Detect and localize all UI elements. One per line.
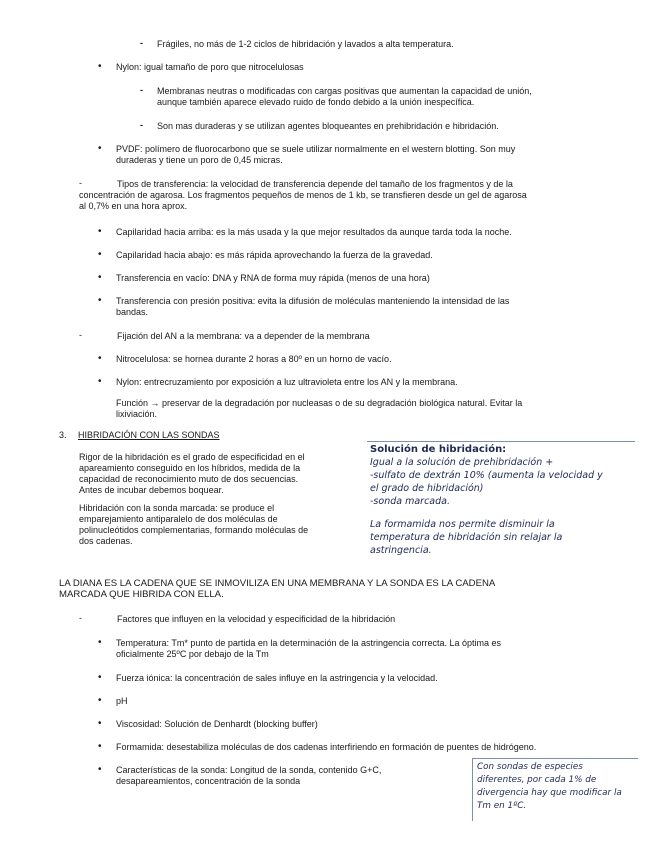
- bullet-marker: •: [98, 353, 102, 364]
- text-line: lixiviación.: [116, 409, 158, 419]
- text-line: bandas.: [116, 307, 149, 317]
- handwritten-note-probes: [472, 758, 638, 821]
- dash-marker: -: [140, 85, 143, 95]
- bullet-marker: •: [98, 672, 102, 683]
- text-line: Capilaridad hacia arriba: es la más usada y la que mejor resultados da aunque tarda toda la noche.: [116, 227, 512, 237]
- text-line: PVDF: polímero de fluorocarbono que se suele utilizar normalmente en el western blotting. Son muy: [116, 144, 516, 154]
- text-line: aunque también aparece elevado ruido de fondo debido a la unión inespecífica.: [157, 97, 475, 107]
- bullet-marker: •: [98, 376, 102, 387]
- text-line: emparejamiento antiparalelo de dos moléculas de: [79, 514, 278, 524]
- text-line: pH: [116, 696, 128, 706]
- text-line: Rigor de la hibridación es el grado de especificidad en el: [79, 452, 305, 462]
- hyphen-marker: -: [79, 178, 82, 188]
- note-line: Igual a la solución de prehibridación +: [370, 457, 554, 468]
- dash-marker: -: [140, 38, 143, 48]
- text-line: Fuerza iónica: la concentración de sales influye en la astringencia y la velocidad.: [116, 673, 438, 683]
- section-number: 3.: [59, 430, 67, 440]
- text-line: oficialmente 25ºC por debajo de la Tm: [116, 649, 269, 659]
- text-line: capacidad de reconocimiento muto de dos secuencias.: [79, 474, 299, 484]
- caps-statement: LA DIANA ES LA CADENA QUE SE INMOVILIZA EN UNA MEMBRANA Y LA SONDA ES LA CADENA: [59, 578, 496, 589]
- text-line: Transferencia en vacío: DNA y RNA de forma muy rápida (menos de una hora): [116, 273, 430, 283]
- text-line: Nitrocelulosa: se hornea durante 2 horas a 80º en un horno de vacío.: [116, 354, 392, 364]
- text-line: Antes de incubar debemos boquear.: [79, 485, 224, 495]
- note-title: Solución de hibridación:: [370, 444, 507, 455]
- text-line: dos cadenas.: [79, 536, 133, 546]
- text-line: desapareamientos, concentración de la sonda: [116, 776, 301, 786]
- text-line: Hibridación con la sonda marcada: se produce el: [79, 503, 275, 513]
- bullet-marker: •: [98, 272, 102, 283]
- text-line: Transferencia con presión positiva: evita la difusión de moléculas manteniendo la intensidad de las: [116, 296, 510, 306]
- caps-statement: MARCADA QUE HIBRIDA CON ELLA.: [59, 589, 224, 600]
- note-line: Con sondas de especies: [477, 762, 583, 772]
- text-line: concentración de agarosa. Los fragmentos pequeños de menos de 1 kb, se transfieren desde un gel de agarosa: [79, 190, 527, 200]
- note-line: -sonda marcada.: [370, 496, 450, 507]
- bullet-marker: •: [98, 295, 102, 306]
- text-line: apareamiento conseguido en los híbridos, medida de la: [79, 463, 301, 473]
- text-line: Función → preservar de la degradación por nucleasas o de su degradación biológica natural. Evitar la: [116, 398, 523, 408]
- text-line: Tipos de transferencia: la velocidad de transferencia depende del tamaño de los fragmentos y de la: [117, 179, 513, 189]
- text-line: Membranas neutras o modificadas con cargas positivas que aumentan la capacidad de unión,: [157, 86, 532, 96]
- bullet-marker: •: [98, 61, 102, 72]
- text-line: Fijación del AN a la membrana: va a depender de la membrana: [117, 331, 370, 341]
- hyphen-marker: -: [79, 613, 82, 623]
- text-line: duraderas y tiene un poro de 0,45 micras.: [116, 155, 283, 165]
- note-line: diferentes, por cada 1% de: [477, 775, 597, 785]
- note-line: el grado de hibridación): [370, 483, 484, 494]
- text-line: Son mas duraderas y se utilizan agentes bloqueantes en prehibridación e hibridación.: [157, 121, 499, 131]
- text-line: Características de la sonda: Longitud de la sonda, contenido G+C,: [116, 765, 382, 775]
- section-title: HIBRIDACIÓN CON LAS SONDAS: [78, 430, 220, 440]
- text-line: Capilaridad hacia abajo: es más rápida aprovechando la fuerza de la gravedad.: [116, 250, 433, 260]
- handwritten-note-hybridization: [367, 441, 635, 575]
- bullet-marker: •: [98, 741, 102, 752]
- text-line: Nylon: igual tamaño de poro que nitrocelulosas: [116, 62, 304, 72]
- text-line: Formamida: desestabiliza moléculas de dos cadenas interfiriendo en formación de puentes de hidrógeno.: [116, 742, 537, 752]
- text-line: Nylon: entrecruzamiento por exposición a luz ultravioleta entre los AN y la membrana.: [116, 377, 458, 387]
- bullet-marker: •: [98, 637, 102, 648]
- bullet-marker: •: [98, 226, 102, 237]
- text-line: Factores que influyen en la velocidad y especificidad de la hibridación: [117, 614, 396, 624]
- bullet-marker: •: [98, 249, 102, 260]
- bullet-marker: •: [98, 718, 102, 729]
- bullet-marker: •: [98, 695, 102, 706]
- dash-marker: -: [140, 120, 143, 130]
- note-line: Tm en 1ºC.: [477, 801, 527, 811]
- text-line: Temperatura: Tm* punto de partida en la determinación de la astringencia correcta. La óptima es: [116, 638, 502, 648]
- bullet-marker: •: [98, 764, 102, 775]
- note-line: -sulfato de dextrán 10% (aumenta la velocidad y: [370, 470, 603, 481]
- text-line: al 0,7% en una hora aprox.: [79, 201, 188, 211]
- note-line: La formamida nos permite disminuir la: [370, 519, 555, 530]
- note-line: divergencia hay que modificar la: [477, 788, 622, 798]
- note-line: temperatura de hibridación sin relajar la: [370, 532, 563, 543]
- hyphen-marker: -: [79, 330, 82, 340]
- text-line: Viscosidad: Solución de Denhardt (blocking buffer): [116, 719, 318, 729]
- text-line: polinucleótidos complementarias, formando moléculas de: [79, 525, 309, 535]
- bullet-marker: •: [98, 143, 102, 154]
- note-line: astringencia.: [370, 545, 432, 556]
- text-line: Frágiles, no más de 1-2 ciclos de hibridación y lavados a alta temperatura.: [157, 39, 454, 49]
